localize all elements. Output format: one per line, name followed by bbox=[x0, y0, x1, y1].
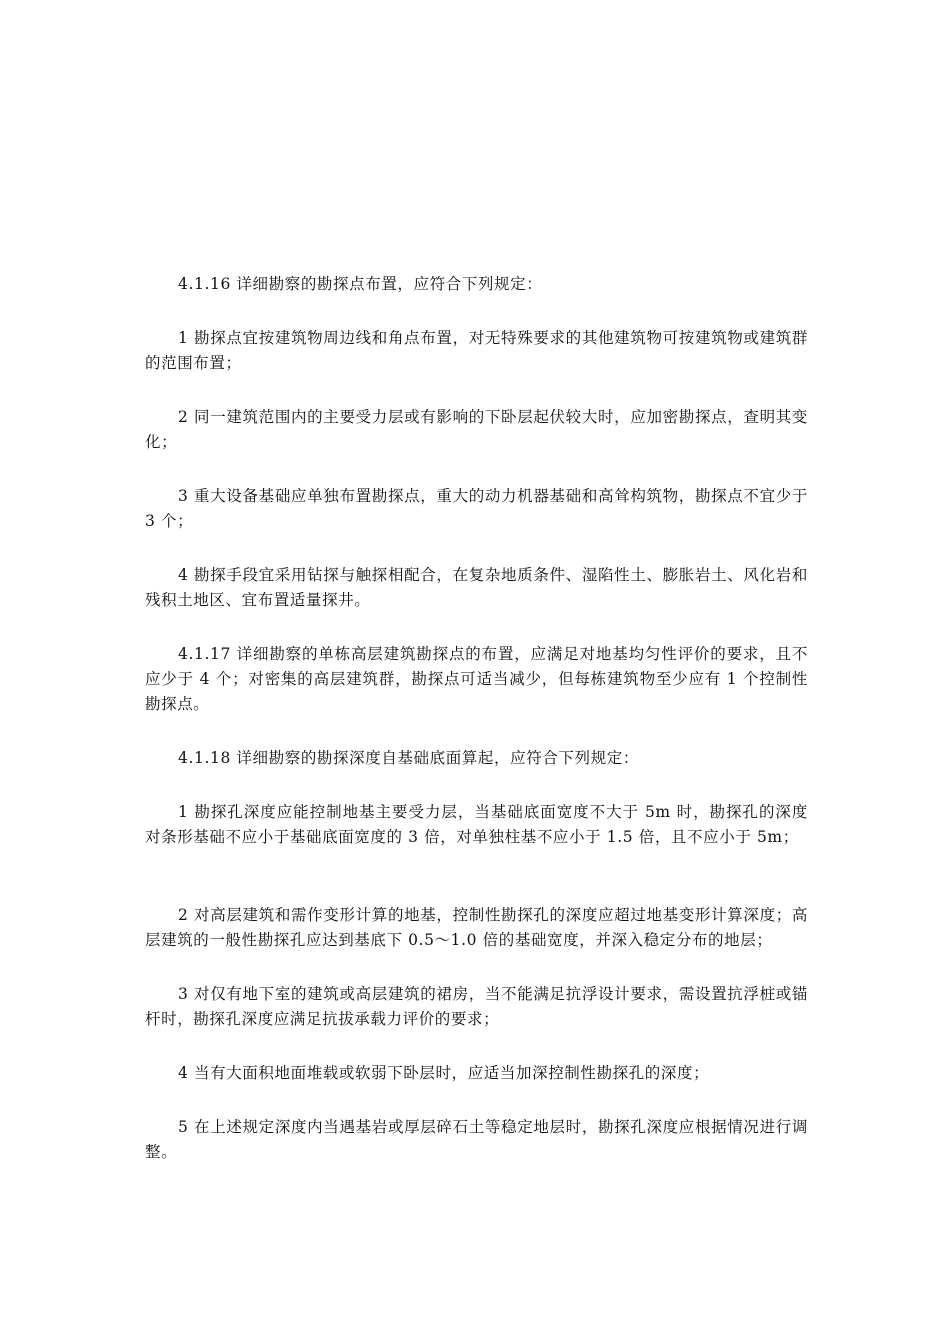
clause-4-1-16-item-2: 2 同一建筑范围内的主要受力层或有影响的下卧层起伏较大时，应加密勘探点，查明其变化； bbox=[145, 408, 808, 451]
clause-4-1-18-item-2: 2 对高层建筑和需作变形计算的地基，控制性勘探孔的深度应超过地基变形计算深度；高层建筑的一般性勘探孔应达到基底下 0.5～1.0 倍的基础宽度，并深入稳定分布的地层； bbox=[145, 906, 808, 949]
document-body bbox=[145, 272, 808, 1165]
clause-4-1-16-item-4: 4 勘探手段宜采用钻探与触探相配合，在复杂地质条件、湿陷性土、膨胀岩土、风化岩和残积土地区、宜布置适量探井。 bbox=[145, 566, 808, 609]
clause-4-1-18-item-4: 4 当有大面积地面堆载或软弱下卧层时，应适当加深控制性勘探孔的深度； bbox=[178, 1064, 710, 1082]
clause-4-1-18-item-5: 5 在上述规定深度内当遇基岩或厚层碎石土等稳定地层时，勘探孔深度应根据情况进行调整。 bbox=[145, 1118, 808, 1161]
clause-4-1-16: 4.1.16 详细勘察的勘探点布置，应符合下列规定： bbox=[178, 275, 543, 293]
clause-4-1-18-item-1: 1 勘探孔深度应能控制地基主要受力层，当基础底面宽度不大于 5m 时，勘探孔的深度对条形基础不应小于基础底面宽度的 3 倍，对单独柱基不应小于 1.5 倍，且不应小于 5m； bbox=[145, 803, 808, 846]
clause-4-1-16-item-1: 1 勘探点宜按建筑物周边线和角点布置，对无特殊要求的其他建筑物可按建筑物或建筑群的范围布置； bbox=[145, 329, 808, 372]
clause-4-1-17: 4.1.17 详细勘察的单栋高层建筑勘探点的布置，应满足对地基均匀性评价的要求，且不应少于 4 个；对密集的高层建筑群，勘探点可适当减少，但每栋建筑物至少应有 1 个控制性勘探点。 bbox=[145, 645, 808, 713]
clause-4-1-16-item-3: 3 重大设备基础应单独布置勘探点，重大的动力机器基础和高耸构筑物，勘探点不宜少于 3 个； bbox=[145, 487, 808, 530]
clause-4-1-18-item-3: 3 对仅有地下室的建筑或高层建筑的裙房，当不能满足抗浮设计要求，需设置抗浮桩或锚杆时，勘探孔深度应满足抗拔承载力评价的要求； bbox=[145, 985, 808, 1028]
clause-4-1-18: 4.1.18 详细勘察的勘探深度自基础底面算起，应符合下列规定： bbox=[178, 749, 639, 767]
